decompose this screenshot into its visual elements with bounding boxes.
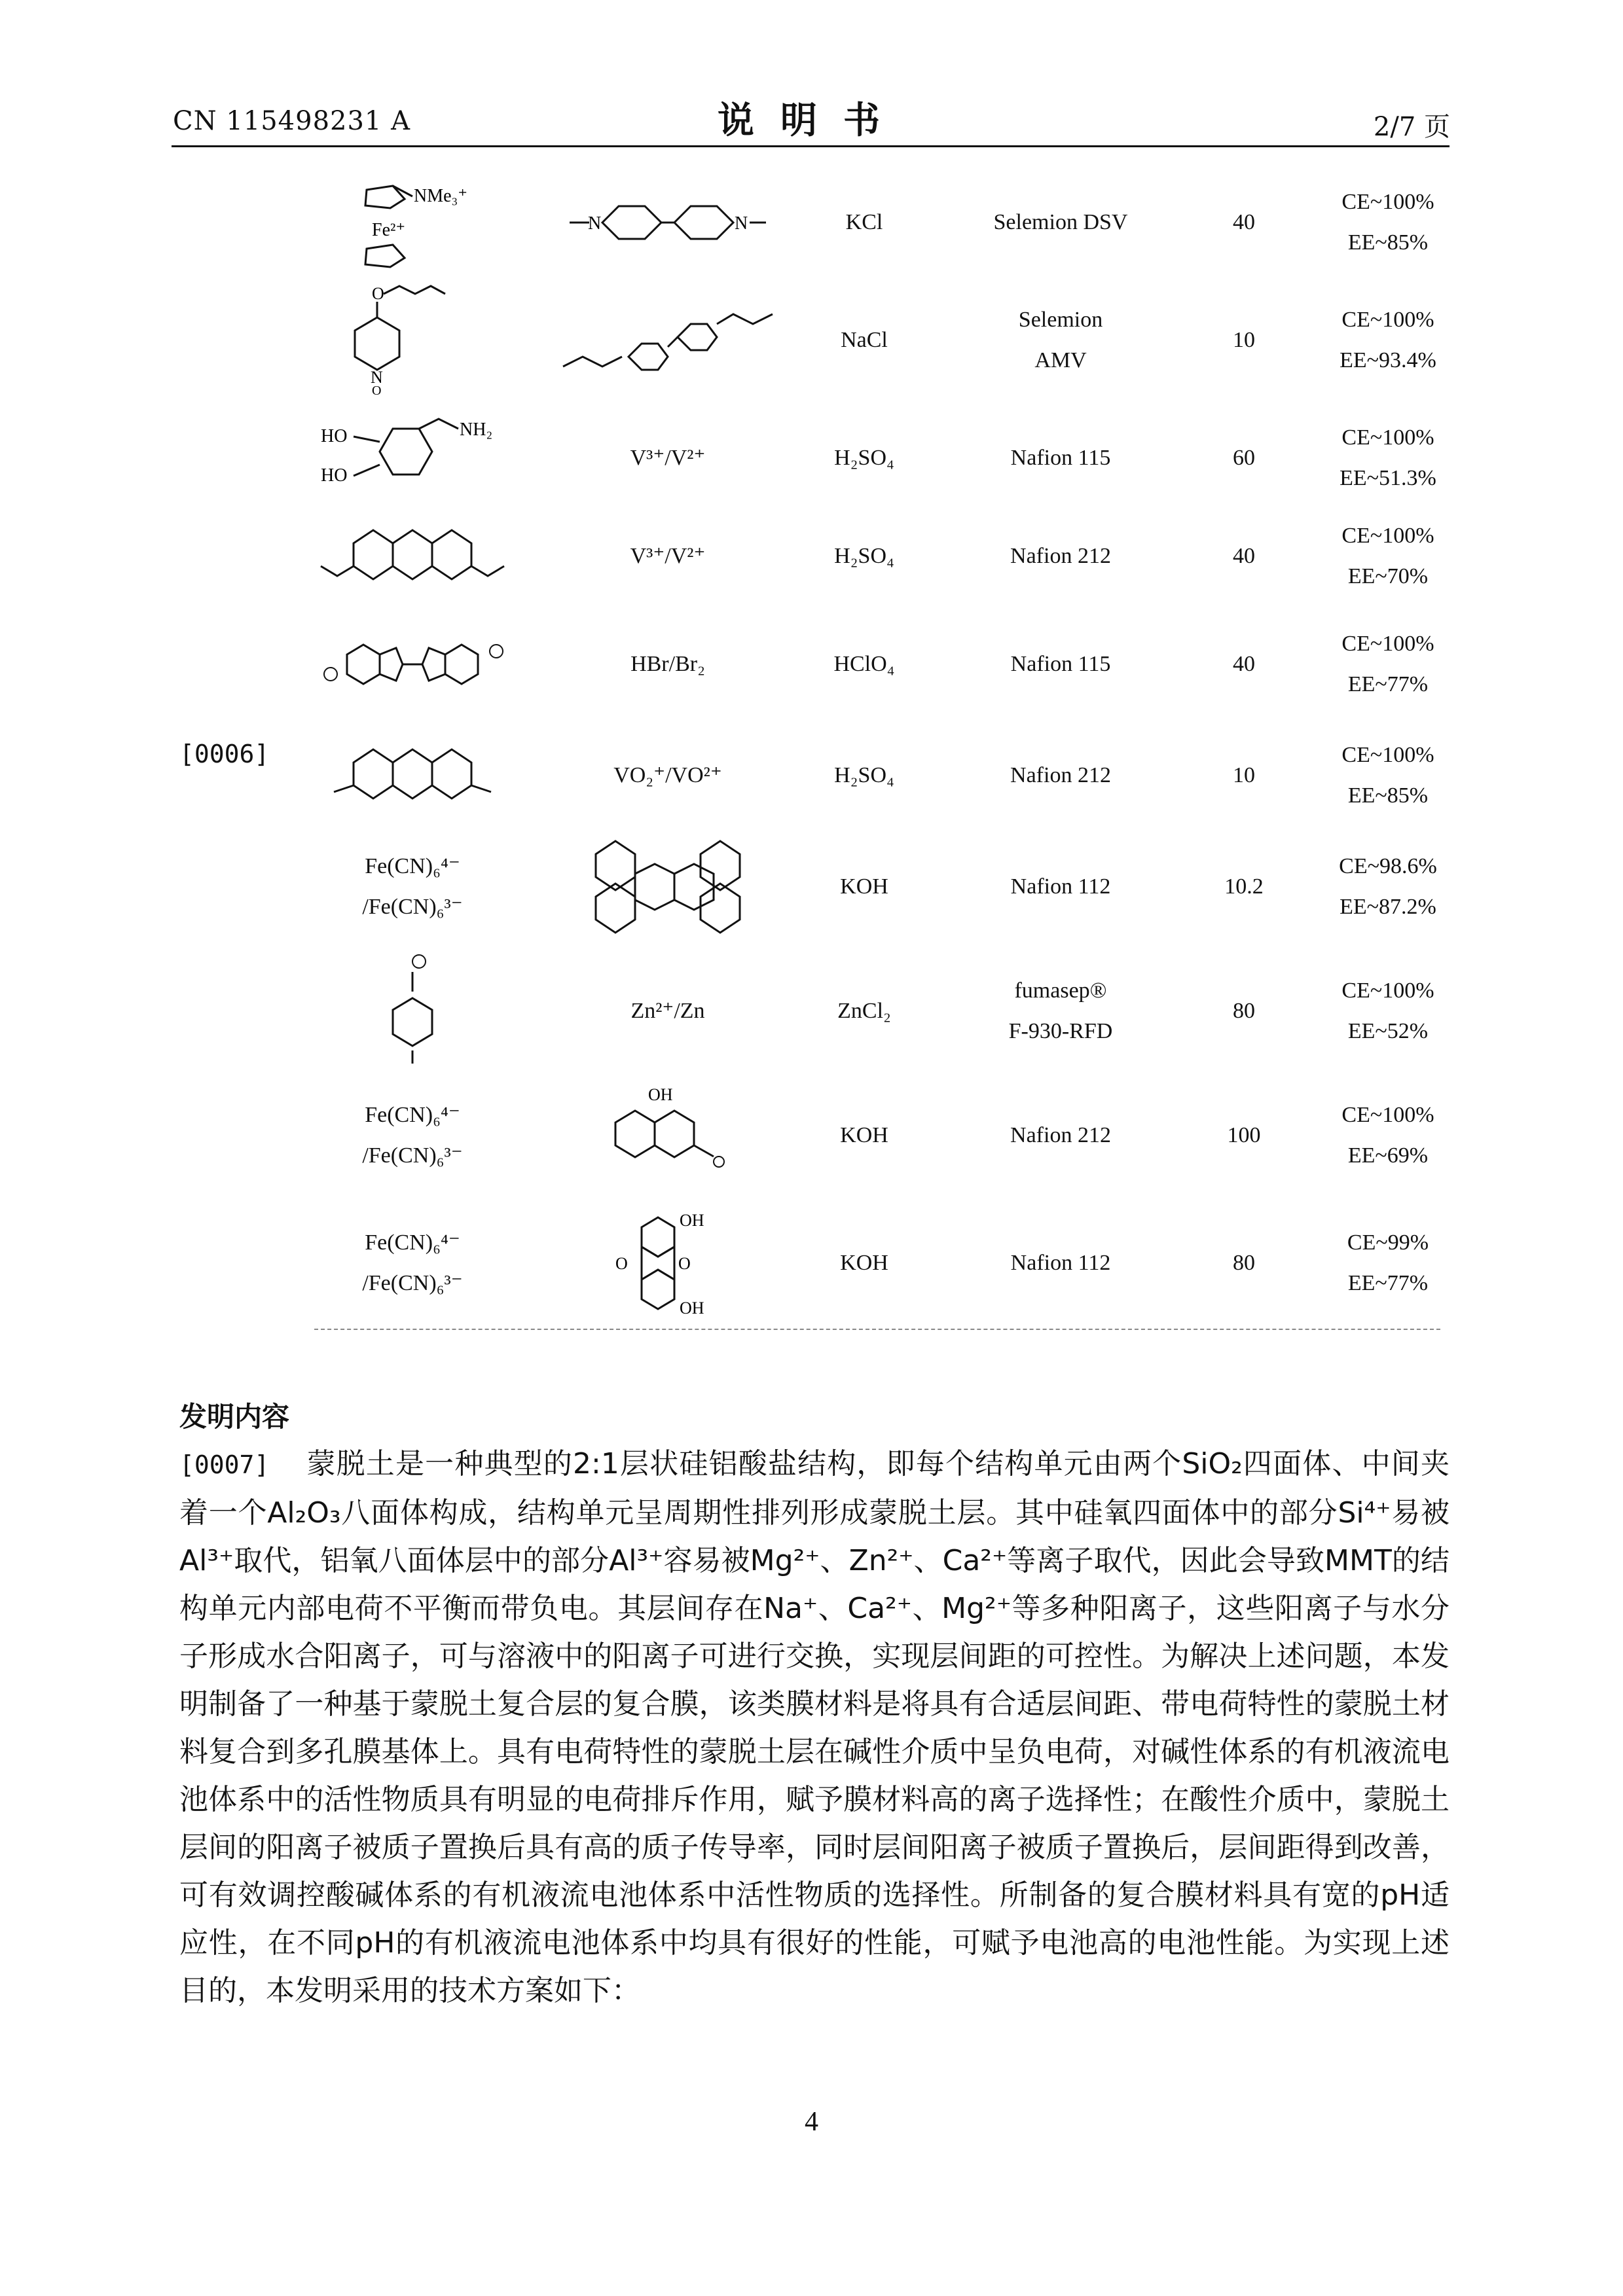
- electrolyte-cell: H₂SO₄: [834, 763, 894, 787]
- structure-indigo-sulfonate: [314, 615, 511, 713]
- svg-text:N: N: [371, 368, 383, 387]
- structure-tempo-sulfonate: [314, 949, 511, 1073]
- efficiency-cell: CE~100% EE~52%: [1341, 978, 1434, 1043]
- paragraph-number-0006: [0006]: [179, 740, 270, 768]
- ee-value: EE~85%: [1347, 230, 1429, 255]
- svg-text:HO: HO: [321, 426, 348, 446]
- document-title: 说明书: [718, 99, 906, 142]
- table-row: [314, 281, 1440, 399]
- electrolyte-cell: HClO₄: [833, 652, 895, 676]
- structure-bis-ammonium-viologen: [550, 281, 786, 399]
- ferrocyanide-cell: Fe(CN)₆⁴⁻ /Fe(CN)₆³⁻: [362, 1103, 463, 1168]
- structure-dihydroxy-anthraquinone: [550, 1204, 786, 1322]
- svg-text:OH: OH: [648, 1085, 673, 1104]
- membrane-cell: Nafion 115: [1010, 446, 1111, 470]
- membrane-cell: Nafion 212: [1010, 763, 1111, 787]
- table-row: [314, 511, 1440, 602]
- membrane-cell: Nafion 212: [1010, 1123, 1111, 1147]
- svg-text:O: O: [372, 285, 384, 303]
- current-density-cell: 80: [1233, 1251, 1255, 1275]
- page-number: 4: [805, 2107, 818, 2137]
- electrolyte-cell: KOH: [840, 1123, 888, 1147]
- structure-ferrocene: [314, 177, 511, 268]
- efficiency-cell: CE~98.6% EE~87.2%: [1339, 854, 1437, 919]
- structure-tempo-ammonium: [314, 281, 511, 399]
- efficiency-cell: CE~100% EE~93.4%: [1340, 308, 1436, 372]
- electrolyte-cell: NaCl: [841, 328, 888, 352]
- ferrocyanide-cell: Fe(CN)₆⁴⁻ /Fe(CN)₆³⁻: [362, 854, 463, 919]
- redox-couple-cell: HBr/Br₂: [630, 652, 705, 676]
- current-density-cell: 100: [1227, 1123, 1261, 1147]
- efficiency-cell: CE~100% EE~77%: [1341, 632, 1434, 696]
- membrane-cell: fumasep® F-930-RFD: [1008, 978, 1113, 1043]
- redox-couple-cell: V³⁺/V²⁺: [630, 446, 706, 470]
- table-row: [314, 949, 1440, 1073]
- efficiency-cell: CE~100% EE~85%: [1341, 743, 1434, 808]
- membrane-cell: Nafion 212: [1010, 544, 1111, 568]
- membrane-cell: Nafion 115: [1010, 652, 1111, 676]
- svg-text:O: O: [372, 384, 382, 396]
- redox-couple-cell: Zn²⁺/Zn: [630, 999, 705, 1023]
- paragraph-number-0007: [0007]: [179, 1450, 270, 1479]
- svg-text:N: N: [588, 213, 602, 234]
- svg-text:NMe₃⁺: NMe₃⁺: [414, 186, 468, 206]
- membrane-cell: Selemion DSV: [993, 210, 1128, 234]
- svg-text:O: O: [615, 1254, 628, 1273]
- structure-dihydroxy-naphthoic: [550, 1080, 786, 1191]
- efficiency-cell: CE~99% EE~77%: [1347, 1230, 1429, 1295]
- page-indicator: 2/7 页: [1373, 112, 1450, 142]
- paragraph-text: 蒙脱土是一种典型的2:1层状硅铝酸盐结构，即每个结构单元由两个SiO₂四面体、中间夹着一个Al₂O₃八面体构成，结构单元呈周期性排列形成蒙脱土层。其中硅氧四面体中的部分Si⁴⁺易被Al³⁺取代，铝氧八面体层中的部分Al³⁺容易被Mg²⁺、Zn²⁺、Ca²⁺等离子取代，因此会导致MMT的结构单元内部电荷不平衡而带负电。其层间存在Na⁺、Ca²⁺、Mg²⁺等多种阳离子，这些阳离子与水分子形成水合阳离子，可与溶液中的阳离子可进行交换，实现层间距的可控性。为解决上述问题，本发明制备了一种基于蒙脱土复合层的复合膜，该类膜材料是将具有合适层间距、带电荷特性的蒙脱土材料复合到多孔膜基体上。具有电荷特性的蒙脱土层在碱性介质中呈负电荷，对碱性体系的有机液流电池体系中的活性物质具有明显的电荷排斥作用，赋予膜材料高的离子选择性；在酸性介质中，蒙脱土层间的阳离子被质子置换后具有高的质子传导率，同时层间阳离子被质子置换后，层间距得到改善，可有效调控酸碱体系的有机液流电池体系中活性物质的选择性。所制备的复合膜材料具有宽的pH适应性，在不同pH的有机液流电池体系中均具有很好的性能，可赋予电池高的电池性能。为实现上述目的，本发明采用的技术方案如下：: [179, 1447, 1450, 2007]
- table-row: [314, 726, 1440, 825]
- paragraph-0007: [179, 1440, 1450, 2015]
- electrolyte-cell: H₂SO₄: [834, 446, 894, 470]
- current-density-cell: 10: [1233, 328, 1255, 352]
- current-density-cell: 40: [1233, 544, 1255, 568]
- header-rule: [172, 145, 1450, 147]
- ferrocyanide-cell: Fe(CN)₆⁴⁻ /Fe(CN)₆³⁻: [362, 1230, 463, 1295]
- membrane-cell: Selemion AMV: [1018, 308, 1103, 372]
- patent-number: CN 115498231 A: [173, 106, 410, 136]
- section-heading: 发明内容: [179, 1401, 290, 1433]
- svg-text:HO: HO: [321, 465, 348, 486]
- efficiency-cell: CE~100% EE~70%: [1341, 524, 1434, 588]
- structure-methylene-blue: [314, 726, 511, 825]
- svg-text:Fe²⁺: Fe²⁺: [372, 220, 406, 240]
- table-row: [314, 177, 1440, 268]
- electrolyte-cell: ZnCl₂: [837, 999, 891, 1023]
- electrolyte-cell: KOH: [840, 1251, 888, 1275]
- redox-couple-cell: VO₂⁺/VO²⁺: [613, 763, 722, 787]
- current-density-cell: 10.2: [1224, 874, 1264, 899]
- electrolyte-cell: KCl: [845, 210, 883, 234]
- structure-oxazine-dye: [314, 511, 511, 602]
- current-density-cell: 80: [1233, 999, 1255, 1023]
- efficiency-cell: [1309, 177, 1467, 268]
- ce-value: CE~100%: [1341, 190, 1434, 214]
- membrane-cell: Nafion 112: [1010, 1251, 1111, 1275]
- current-density-cell: 40: [1233, 210, 1255, 234]
- electrolyte-cell: H₂SO₄: [834, 544, 894, 568]
- table-row: [314, 831, 1440, 942]
- svg-text:NH₂: NH₂: [460, 420, 493, 440]
- structure-dipyridophenazine: [550, 831, 786, 942]
- structure-dopamine: [314, 412, 511, 504]
- current-density-cell: 40: [1233, 652, 1255, 676]
- redox-couple-cell: V³⁺/V²⁺: [630, 544, 706, 568]
- svg-text:OH: OH: [680, 1211, 704, 1230]
- efficiency-cell: CE~100% EE~69%: [1341, 1103, 1434, 1168]
- efficiency-cell: CE~100% EE~51.3%: [1340, 425, 1436, 490]
- current-density-cell: 60: [1233, 446, 1255, 470]
- svg-text:O: O: [678, 1254, 691, 1273]
- table-bottom-rule: [314, 1329, 1440, 1330]
- svg-text:N: N: [735, 213, 748, 234]
- table-row: [314, 1080, 1440, 1191]
- current-density-cell: 10: [1233, 763, 1255, 787]
- membrane-cell: Nafion 112: [1010, 874, 1111, 899]
- structure-viologen: [550, 177, 786, 268]
- svg-text:OH: OH: [680, 1299, 704, 1318]
- table-row: [314, 615, 1440, 713]
- table-row: [314, 1204, 1440, 1322]
- electrolyte-cell: KOH: [840, 874, 888, 899]
- table-row: [314, 412, 1440, 504]
